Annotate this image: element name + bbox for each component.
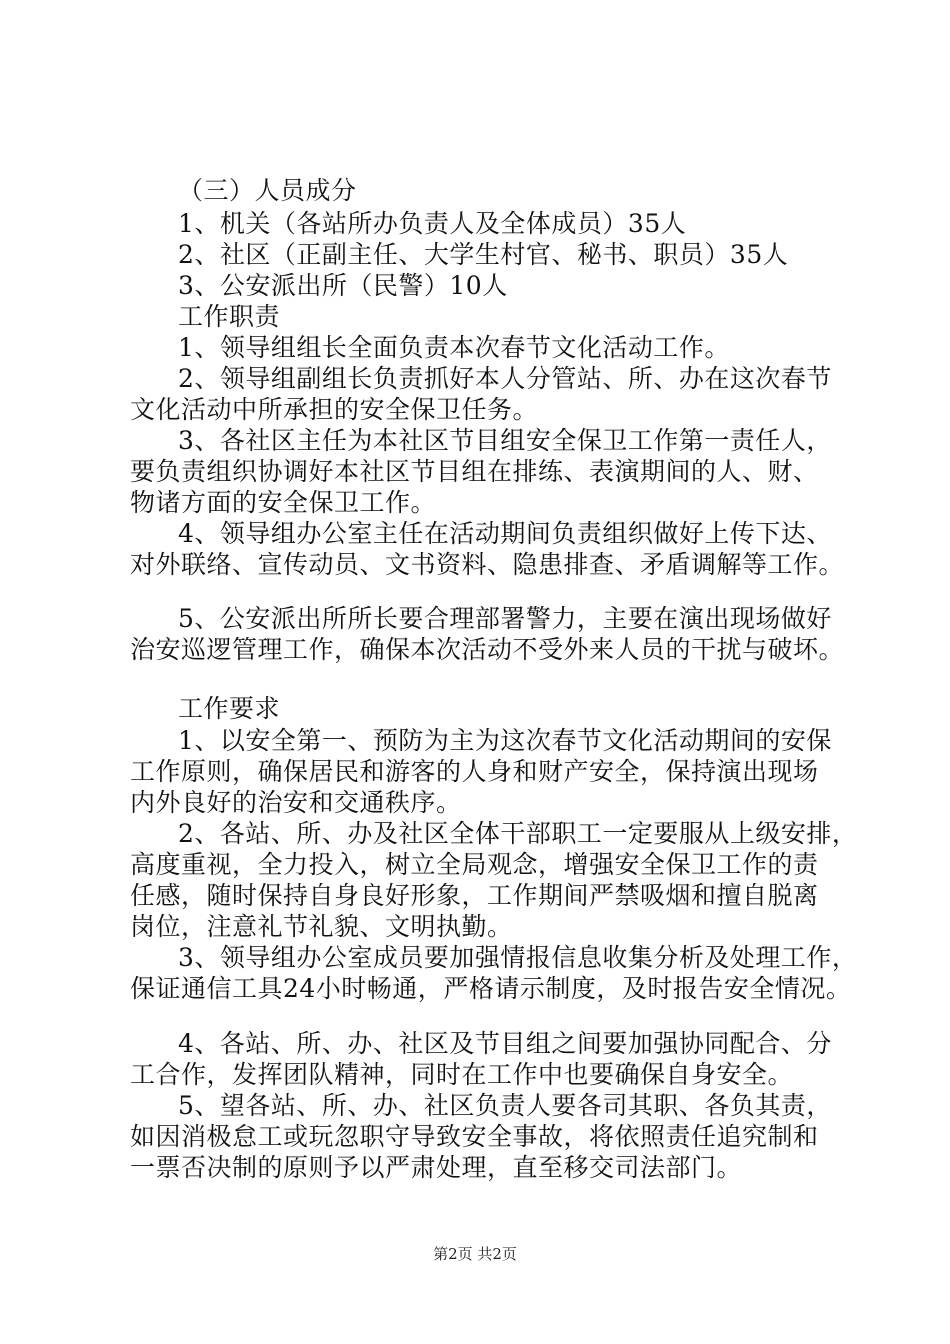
requirement-line: 内外良好的治安和交通秩序。 xyxy=(130,788,462,817)
requirement-line: 5、望各站、所、办、社区负责人要各司其职、各负其责， xyxy=(178,1091,832,1120)
duty-line: 3、各社区主任为本社区节目组安全保卫工作第一责任人， xyxy=(178,426,832,455)
duty-line: 要负责组织协调好本社区节目组在排练、表演期间的人、财、 xyxy=(130,457,819,486)
duty-line: 文化活动中所承担的安全保卫任务。 xyxy=(130,395,539,424)
requirement-line: 一票否决制的原则予以严肃处理，直至移交司法部门。 xyxy=(130,1153,743,1182)
duty-line: 4、领导组办公室主任在活动期间负责组织做好上传下达、 xyxy=(178,519,832,548)
requirement-line: 保证通信工具24小时畅通，严格请示制度，及时报告安全情况。 xyxy=(130,974,852,1003)
duty-line: 物诸方面的安全保卫工作。 xyxy=(130,488,437,517)
section-heading-requirements: 工作要求 xyxy=(178,694,281,723)
requirement-line: 3、领导组办公室成员要加强情报信息收集分析及处理工作， xyxy=(178,943,858,972)
section-heading-personnel: （三）人员成分 xyxy=(178,176,357,205)
personnel-item: 3、公安派出所（民警）10人 xyxy=(178,271,508,300)
duty-line: 1、领导组组长全面负责本次春节文化活动工作。 xyxy=(178,333,730,362)
duty-line: 对外联络、宣传动员、文书资料、隐患排查、矛盾调解等工作。 xyxy=(130,550,845,579)
requirement-line: 4、各站、所、办、社区及节目组之间要加强协同配合、分 xyxy=(178,1029,832,1058)
duty-line: 2、领导组副组长负责抓好本人分管站、所、办在这次春节 xyxy=(178,364,832,393)
personnel-item: 1、机关（各站所办负责人及全体成员）35人 xyxy=(178,209,687,238)
personnel-item: 2、社区（正副主任、大学生村官、秘书、职员）35人 xyxy=(178,240,789,269)
page-number-footer: 第2页 共2页 xyxy=(433,1245,517,1263)
requirement-line: 高度重视，全力投入，树立全局观念，增强安全保卫工作的责 xyxy=(130,850,819,879)
section-heading-duties: 工作职责 xyxy=(178,302,281,331)
requirement-line: 如因消极怠工或玩忽职守导致安全事故，将依照责任追究制和 xyxy=(130,1122,819,1151)
requirement-line: 工作原则，确保居民和游客的人身和财产安全，保持演出现场 xyxy=(130,757,819,786)
duty-line: 5、公安派出所所长要合理部署警力，主要在演出现场做好 xyxy=(178,604,832,633)
requirement-line: 岗位，注意礼节礼貌、文明执勤。 xyxy=(130,912,513,941)
requirement-line: 1、以安全第一、预防为主为这次春节文化活动期间的安保 xyxy=(178,726,832,755)
duty-line: 治安巡逻管理工作，确保本次活动不受外来人员的干扰与破坏。 xyxy=(130,635,845,664)
requirement-line: 工合作，发挥团队精神，同时在工作中也要确保自身安全。 xyxy=(130,1060,794,1089)
requirement-line: 任感，随时保持自身良好形象，工作期间严禁吸烟和擅自脱离 xyxy=(130,881,819,910)
requirement-line: 2、各站、所、办及社区全体干部职工一定要服从上级安排， xyxy=(178,819,858,848)
